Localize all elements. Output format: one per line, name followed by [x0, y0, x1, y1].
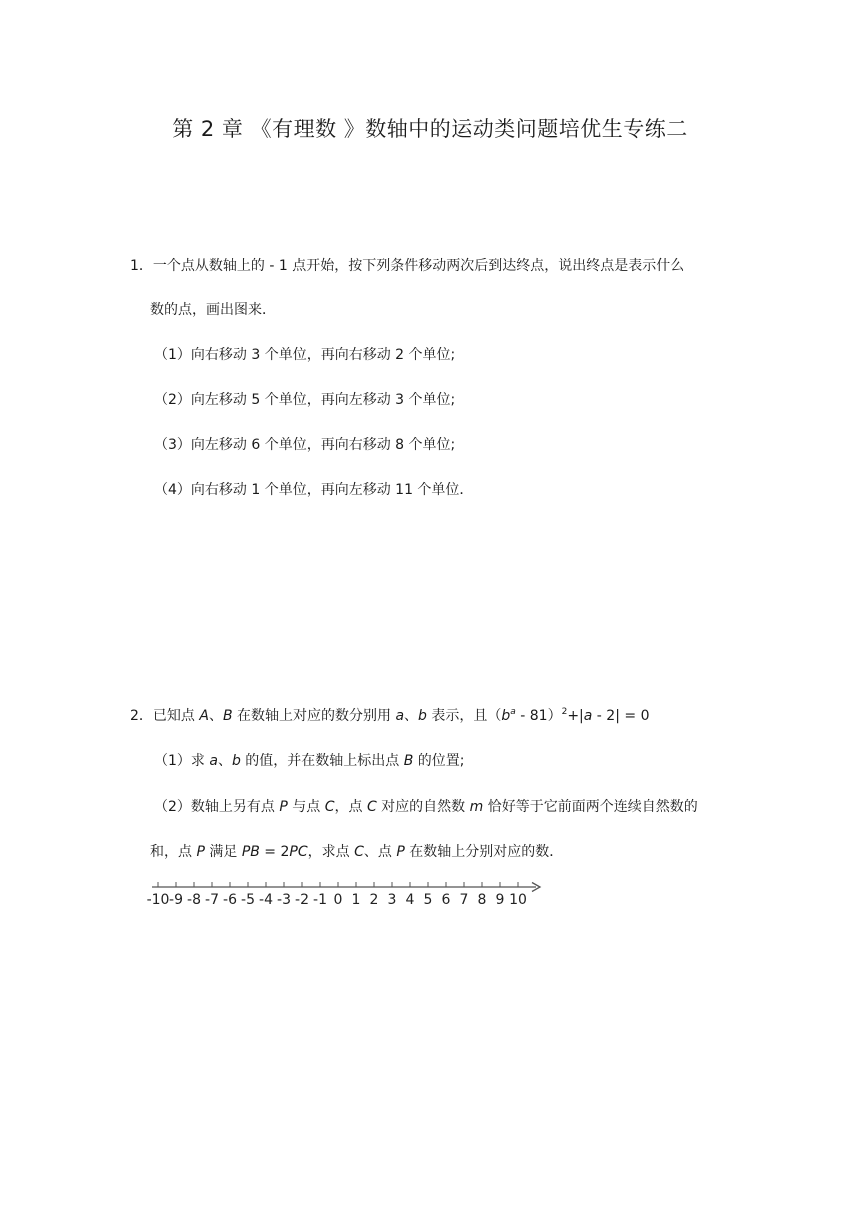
number-line-label: -5 — [241, 892, 255, 908]
q2-sub2-cont: 和，点 P 满足 PB = 2PC，求点 C、点 P 在数轴上分别对应的数． — [150, 844, 564, 860]
q1-item-1: （1）向右移动 3 个单位，再向右移动 2 个单位; — [154, 347, 456, 363]
number-line-label: -4 — [259, 892, 273, 908]
number-line-label: 3 — [387, 892, 397, 908]
number-line-label: -10 — [146, 892, 170, 908]
q1-line1: 1．一个点从数轴上的 - 1 点开始，按下列条件移动两次后到达终点，说出终点是表示什么 — [130, 258, 685, 274]
number-line-label: 10 — [509, 892, 527, 908]
number-line-label: -1 — [313, 892, 327, 908]
number-line-label: -7 — [205, 892, 219, 908]
number-line-label: 2 — [369, 892, 379, 908]
q1-item-4: （4）向右移动 1 个单位，再向左移动 11 个单位． — [154, 482, 474, 498]
number-line-label: 0 — [333, 892, 343, 908]
q1-item-2: （2）向左移动 5 个单位，再向左移动 3 个单位; — [154, 392, 456, 408]
number-line-label: -8 — [187, 892, 201, 908]
number-line-label: 9 — [495, 892, 505, 908]
q1-line2: 数的点，画出图来． — [150, 302, 276, 318]
page-title: 第 2 章 《有理数 》数轴中的运动类问题培优生专练二 — [172, 117, 688, 141]
q2-line1: 2．已知点 A、B 在数轴上对应的数分别用 a、b 表示，且$(b^a - 81)^2+|a - 2| = 0$ — [130, 707, 650, 724]
q1-item-3: （3）向左移动 6 个单位，再向右移动 8 个单位; — [154, 437, 456, 453]
number-line — [146, 878, 545, 908]
number-line-label: 1 — [351, 892, 361, 908]
number-line-label: -6 — [223, 892, 237, 908]
number-line-label: 6 — [441, 892, 451, 908]
number-line-label: -9 — [169, 892, 183, 908]
number-line-label: 4 — [405, 892, 415, 908]
q2-sub2: （2）数轴上另有点 P 与点 C，点 C 对应的自然数 m 恰好等于它前面两个连续自然数的 — [154, 799, 698, 815]
number-line-label: -2 — [295, 892, 309, 908]
number-line-label: 5 — [423, 892, 433, 908]
number-line-label: 8 — [477, 892, 487, 908]
number-line-label: -3 — [277, 892, 291, 908]
q2-sub1: （1）求 a、b 的值，并在数轴上标出点 B 的位置; — [154, 753, 465, 769]
number-line-label: 7 — [459, 892, 469, 908]
